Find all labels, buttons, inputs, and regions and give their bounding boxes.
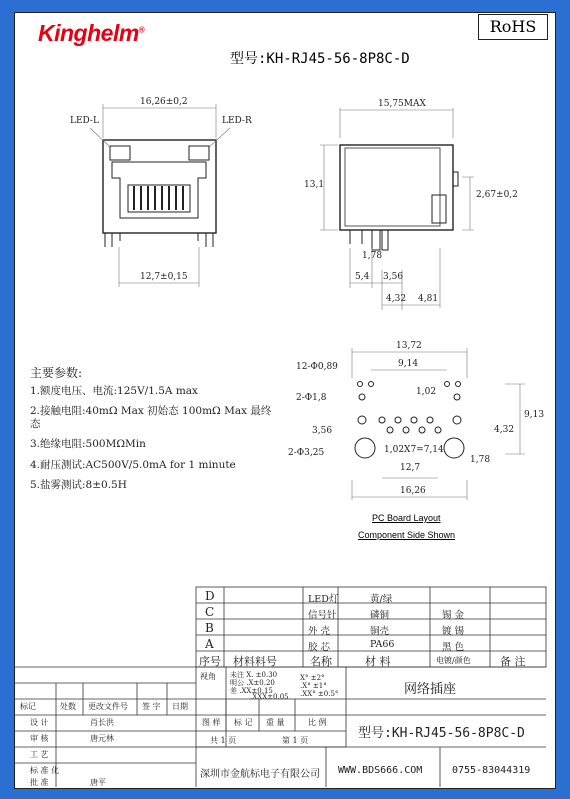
dim-label: 13,1 (304, 180, 325, 190)
page-count: 共 1 页 (210, 736, 237, 745)
kinghelm-logo: Kinghelm® (38, 20, 145, 46)
bom-code: C (205, 605, 215, 619)
tb-label: 重 量 (266, 718, 285, 727)
dim-label: 4,32 (494, 425, 515, 435)
tolerance: 未注 X. ±0.30 (230, 671, 278, 679)
param-item: 3.绝缘电阻:500MΩMin (30, 438, 146, 451)
bom-name: 胶 芯 (308, 642, 331, 653)
dim-label: 4,32 (386, 294, 407, 304)
page-number: 第 1 页 (282, 736, 309, 745)
sig-header: 处数 (60, 702, 76, 711)
product-name: 网络插座 (404, 682, 457, 697)
led-l-label: LED-L (70, 116, 99, 126)
bom-finish: 黑 色 (442, 642, 465, 653)
dim-label: 16,26±0,2 (140, 97, 188, 107)
angle-tol: .XX° ±0.5° (300, 690, 339, 698)
bom-code: D (205, 589, 215, 603)
sig-header: 日期 (172, 702, 188, 711)
dim-front-width (103, 104, 216, 138)
params-title: 主要参数: (30, 366, 83, 380)
role: 审 核 (30, 734, 49, 743)
dim-label: 3,56 (383, 272, 404, 282)
bom-material: 铜壳 (370, 626, 390, 637)
bom-material: 磷铜 (370, 610, 390, 621)
dim-label: 12,7±0,15 (140, 272, 188, 282)
dim-label: 2,67±0,2 (476, 190, 518, 200)
pcb-caption-2: Component Side Shown (358, 530, 456, 540)
role: 设 计 (30, 718, 49, 727)
bom-finish: 锡 金 (442, 610, 465, 621)
rohs-mark: RoHS (478, 14, 548, 40)
bom-header: 序号 (199, 655, 221, 668)
bom-material: PA66 (370, 639, 395, 650)
param-item: 2.接触电阻:40mΩ Max 初始态 100mΩ Max 最终态 (30, 405, 272, 431)
angle-tol: X° ±2° (300, 674, 325, 682)
bom-name: 信号针 (308, 610, 337, 621)
bom-code: A (205, 637, 214, 651)
tolerance: 明公 .X±0.20 (230, 679, 275, 687)
dim-label: 5,4 (355, 272, 370, 282)
bom-header: 名称 (310, 655, 332, 668)
bom-header: 备 注 (500, 655, 526, 668)
tb-label: 标 记 (234, 718, 253, 727)
dim-label: 2-Φ1,8 (296, 393, 327, 403)
param-item: 1.额度电压、电流:125V/1.5A max (30, 385, 198, 397)
role: 工 艺 (30, 750, 49, 759)
company-name: 深圳市金航标电子有限公司 (200, 769, 320, 780)
dim-label: 2-Φ3,25 (288, 448, 325, 458)
bom-code: B (205, 621, 214, 635)
dim-label: 12-Φ0,89 (296, 362, 338, 372)
role-person: 唐元林 (90, 734, 114, 743)
model-number: 型号:KH-RJ45-56-8P8C-D (358, 726, 525, 741)
dim-label: 1,78 (362, 251, 383, 261)
led-r-label: LED-R (222, 116, 252, 126)
dim-label: 4,81 (418, 294, 439, 304)
bom-name: 外 壳 (308, 626, 331, 637)
company-web: WWW.BDS666.COM (338, 765, 423, 776)
pcb-caption: PC Board Layout (372, 513, 441, 523)
dim-label: 16,26 (400, 486, 426, 496)
role-person: 肖长洪 (90, 718, 114, 727)
dim-label: 9,13 (524, 410, 545, 420)
angle-tol: .X° ±1° (300, 682, 327, 690)
dim-label: 1,02 (416, 387, 437, 397)
title-block-grid (14, 587, 546, 787)
main-parameters (30, 366, 275, 499)
sig-header: 签 字 (142, 702, 161, 711)
dim-label: 1,02X7=7,14 (384, 445, 444, 455)
company-phone: 0755-83044319 (452, 765, 531, 776)
dim-label: 15,75MAX (378, 99, 426, 109)
dim-label: 1,78 (470, 455, 491, 465)
sig-header: 更改文件号 (88, 702, 128, 711)
tolerance: 差 .XX±0.15 (230, 687, 273, 695)
tb-label: 比 例 (308, 718, 327, 727)
bom-name: LED灯 (308, 594, 339, 605)
tb-label: 图 样 (202, 718, 221, 727)
tolerance: .XXX±0.05 (250, 693, 289, 701)
dim-label: 13,72 (396, 341, 422, 351)
side-view (340, 145, 458, 250)
bom-material: 黄/绿 (370, 594, 393, 605)
role: 标 准 化 (30, 766, 60, 775)
page-title: 型号:KH-RJ45-56-8P8C-D (230, 51, 410, 67)
param-item: 5.盐雾测试:8±0.5H (30, 478, 127, 491)
dim-label: 12,7 (400, 463, 421, 473)
role-person: 唐平 (90, 778, 106, 787)
dim-label: 9,14 (398, 359, 419, 369)
role: 批 准 (30, 778, 49, 787)
front-view (103, 140, 216, 247)
sig-header: 标记 (20, 702, 36, 711)
bom-finish: 镀 锡 (442, 626, 465, 637)
param-item: 4.耐压测试:AC500V/5.0mA for 1 minute (30, 458, 236, 471)
bom-header: 电镀/颜色 (436, 656, 471, 665)
view-label: 视角 (200, 672, 216, 681)
bom-header: 材 料 (365, 655, 391, 668)
bom-header: 材料料号 (233, 655, 277, 668)
dim-label: 3,56 (312, 426, 333, 436)
